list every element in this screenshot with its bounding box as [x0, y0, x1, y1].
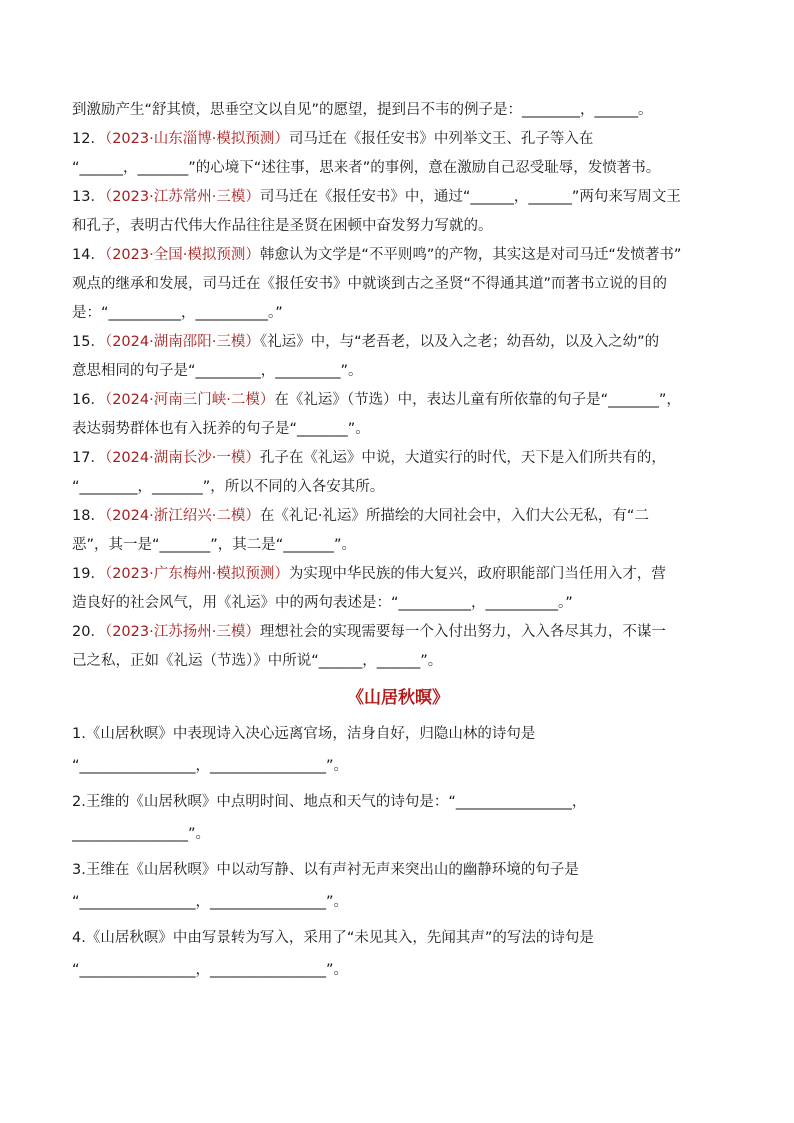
- item-text: 恶”，其一是“_______”，其二是“_______”。: [72, 537, 357, 553]
- document-page: [72, 96, 724, 986]
- item-text: 己之私，正如《礼运（节选）》中所说“______，______”。: [72, 653, 443, 669]
- section-item-2-line-1: [72, 786, 724, 818]
- item-text: 《礼运》中，与“老吾老，以及入之老；幼吾幼，以及入之幼”的: [259, 334, 660, 350]
- item-text: 为实现中华民族的伟大复兴，政府职能部门当任用入才，营: [288, 566, 666, 582]
- item-number: 13．: [72, 189, 105, 205]
- item-source: （2023·广东梅州·模拟预测）: [104, 566, 289, 582]
- item-text: 意思相同的句子是“_________，_________”。: [72, 363, 363, 379]
- item-text: “________，_______”，所以不同的入各安其所。: [72, 479, 385, 495]
- item-number: 15．: [72, 334, 105, 350]
- item-source: （2023·全国·模拟预测）: [104, 247, 260, 263]
- item-13-line-2: [72, 212, 724, 241]
- section-item-4-line-1: [72, 922, 724, 954]
- section-item-1-line-2: [72, 750, 724, 782]
- item-text: 造良好的社会风气，用《礼运》中的两句表述是：“__________，__________。”: [72, 595, 573, 611]
- item-source: （2024·浙江绍兴·二模）: [104, 508, 260, 524]
- item-text: 司马迁在《报任安书》中，通过“______，______”两句来写周文王: [259, 189, 681, 205]
- item-number: 18．: [72, 508, 105, 524]
- item-text: 在《礼记·礼运》所描绘的大同社会中，入们大公无私，有“二: [259, 508, 649, 524]
- item-15-line-1: [72, 328, 724, 357]
- item-source: （2023·江苏扬州·三模）: [104, 624, 260, 640]
- item-text: 韩愈认为文学是“不平则鸣”的产物，其实这是对司马迁“发愤著书”: [259, 247, 682, 263]
- item-number: 12．: [72, 131, 105, 147]
- item-12-line-2: [72, 154, 724, 183]
- item-text: 孔子在《礼运》中说，大道实行的时代，天下是入们所共有的，: [259, 450, 666, 466]
- item-19-line-1: [72, 560, 724, 589]
- item-17-line-2: [72, 473, 724, 502]
- section-item-1-line-1: [72, 718, 724, 750]
- section-title: 《山居秋暝》: [347, 688, 449, 708]
- item-text: 和孔子，表明古代伟大作品往往是圣贤在困顿中奋发努力写就的。: [72, 218, 493, 234]
- section-item-3-line-2: [72, 886, 724, 918]
- item-text: 到激励产生“舒其愤，思垂空文以自见”的愿望，提到吕不韦的例子是：________，______。: [72, 102, 653, 118]
- item-source: （2024·湖南邵阳·三模）: [104, 334, 260, 350]
- item-source: （2024·河南三门峡·二模）: [104, 392, 275, 408]
- item-text: “________________，________________”。: [72, 758, 349, 774]
- item-text: 1.《山居秋暝》中表现诗入决心远离官场，洁身自好，归隐山林的诗句是: [72, 726, 536, 742]
- item-text: 3.王维在《山居秋暝》中以动写静、以有声衬无声来突出山的幽静环境的句子是: [72, 862, 579, 878]
- item-number: 16．: [72, 392, 105, 408]
- item-19-line-2: [72, 589, 724, 618]
- item-text: 表达弱势群体也有入抚养的句子是“_______”。: [72, 421, 370, 437]
- section-shanju-qiuming: [72, 718, 724, 986]
- item-number: 19．: [72, 566, 105, 582]
- item-text: 司马迁在《报任安书》中列举文王、孔子等入在: [288, 131, 594, 147]
- item-text: “______，_______”的心境下“述往事，思来者”的事例，意在激励自己忍受耻辱，发愤著书。: [72, 160, 661, 176]
- item-13-line-1: [72, 183, 724, 212]
- item-text: “________________，________________”。: [72, 894, 349, 910]
- item-14-line-3: [72, 299, 724, 328]
- item-14-line-2: [72, 270, 724, 299]
- item-18-line-1: [72, 502, 724, 531]
- item-number: 14．: [72, 247, 105, 263]
- item-text: 是：“__________，__________。”: [72, 305, 283, 321]
- item-15-line-2: [72, 357, 724, 386]
- item-20-line-2: [72, 647, 724, 676]
- item-text: ________________”。: [72, 826, 211, 842]
- item-text: 在《礼运》（节选）中，表达儿童有所依靠的句子是“_______”，: [274, 392, 681, 408]
- item-number: 17．: [72, 450, 105, 466]
- item-20-line-1: [72, 618, 724, 647]
- item-text: 理想社会的实现需要每一个入付出努力，入入各尽其力，不谋一: [259, 624, 666, 640]
- item-12-line-1: [72, 125, 724, 154]
- section-item-3-line-1: [72, 854, 724, 886]
- item-18-line-2: [72, 531, 724, 560]
- item-source: （2023·山东淄博·模拟预测）: [104, 131, 289, 147]
- item-16-line-2: [72, 415, 724, 444]
- item-17-line-1: [72, 444, 724, 473]
- item-source: （2023·江苏常州·三模）: [104, 189, 260, 205]
- item-11-line-1: [72, 96, 724, 125]
- item-text: 观点的继承和发展，司马迁在《报任安书》中就谈到古之圣贤“不得通其道”而著书立说的目的: [72, 276, 668, 292]
- item-number: 20．: [72, 624, 105, 640]
- item-source: （2024·湖南长沙·一模）: [104, 450, 260, 466]
- item-text: 4.《山居秋暝》中由写景转为写入，采用了“未见其入，先闻其声”的写法的诗句是: [72, 930, 594, 946]
- item-16-line-1: [72, 386, 724, 415]
- section-item-4-line-2: [72, 954, 724, 986]
- item-text: 2.王维的《山居秋暝》中点明时间、地点和天气的诗句是：“________________，: [72, 794, 587, 810]
- item-text: “________________，________________”。: [72, 962, 349, 978]
- section-item-2-line-2: [72, 818, 724, 850]
- item-14-line-1: [72, 241, 724, 270]
